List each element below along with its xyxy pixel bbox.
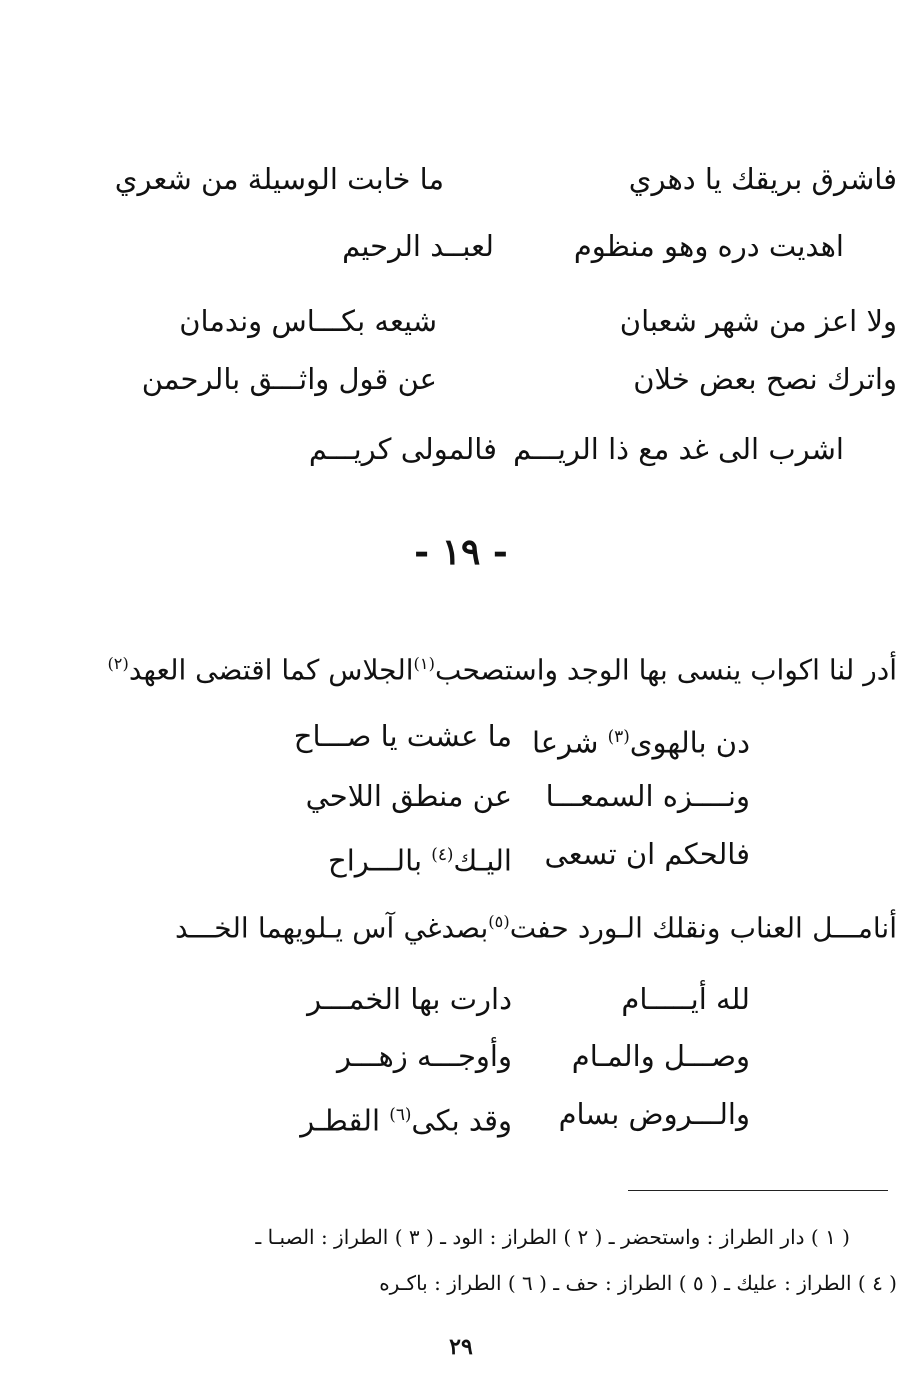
footnote-line: ( ٤ ) الطراز : عليك ـ ( ٥ ) الطراز : حف ـ ( ٦ ) الطراز : باكـره: [379, 1271, 897, 1295]
hemistich-first: ولا اعز من شهر شعبان: [619, 304, 897, 338]
hemistich-second: ما عشت يا صـــاح: [293, 719, 512, 753]
text-segment: أدر لنا اكواب ينسى بها الوجد واستصحب: [434, 653, 897, 687]
hemistich-second: وأوجـــه زهـــر: [336, 1039, 512, 1073]
hemistich-second: [328, 830, 512, 885]
hemistich-second: دارت بها الخمـــر: [307, 982, 512, 1016]
footnote-marker: (٣): [607, 726, 630, 746]
footnote-divider: [628, 1190, 888, 1191]
hemistich-second: عن منطق اللاحي: [305, 779, 512, 813]
hemistich-first: والـــروض بسام: [558, 1097, 750, 1131]
verse-row: [0, 830, 922, 878]
verse-row: [0, 975, 922, 1023]
hemistich-first: اشرب الى غد مع ذا الريـــم: [513, 432, 844, 466]
text-segment: وقد بكى: [411, 1103, 512, 1138]
text-segment: الجلاس كما اقتضى العهد: [128, 653, 414, 687]
footnote-marker: (٢): [107, 654, 129, 673]
verse-row: [0, 155, 922, 203]
opening-line: [107, 640, 897, 694]
text-segment: شرعا: [531, 725, 608, 760]
hemistich-first: واترك نصح بعض خلان: [633, 362, 897, 396]
verse-row: [0, 297, 922, 345]
text-segment: بالـــراح: [328, 843, 432, 878]
verse-row: [0, 772, 922, 820]
footnote-line: ( ١ ) دار الطراز : واستحضر ـ ( ٢ ) الطراز : الود ـ ( ٣ ) الطراز : الصبـا ـ: [255, 1225, 850, 1249]
section-number: - ١٩ -: [414, 531, 508, 573]
text-segment: القطـر: [300, 1103, 390, 1138]
verse-row: [0, 222, 922, 270]
hemistich-second: عن قول واثـــق بالرحمن: [141, 362, 437, 396]
verse-row: [0, 425, 922, 473]
footnote-marker: (٦): [389, 1104, 412, 1124]
hemistich-first: [532, 712, 750, 767]
page-number: ٢٩: [449, 1334, 473, 1360]
verse-row: [0, 355, 922, 403]
hemistich-second: ما خابت الوسيلة من شعري: [114, 162, 444, 196]
text-segment: أنامـــل العناب ونقلك الـورد حفت: [509, 911, 897, 945]
text-segment: بصدغي آس يـلويهما الخـــد: [175, 911, 489, 945]
hemistich-first: ونــــزه السمعـــا: [545, 779, 750, 813]
hemistich-first: لله أيـــــام: [621, 982, 750, 1016]
hemistich-second: لعبــد الرحيم: [342, 229, 494, 263]
hemistich-first: فاشرق بريقك يا دهري: [628, 162, 897, 196]
text-segment: دن بالهوى: [629, 725, 750, 760]
footnote-marker: (٤): [431, 844, 454, 864]
verse-row: [0, 1090, 922, 1138]
verse-row: [0, 1032, 922, 1080]
footnote-marker: (٥): [488, 912, 510, 931]
hemistich-second: [300, 1090, 512, 1145]
verse-row: [0, 712, 922, 760]
hemistich-second: فالمولى كريـــم: [308, 432, 497, 466]
hemistich-first: اهديت دره وهو منظوم: [573, 229, 844, 263]
text-segment: اليـك: [453, 843, 512, 878]
middle-line: [175, 898, 897, 952]
hemistich-second: شيعه بكـــاس وندمان: [179, 304, 437, 338]
hemistich-first: فالحكم ان تسعى: [544, 837, 750, 871]
footnote-marker: (١): [413, 654, 435, 673]
hemistich-first: وصـــل والمـام: [571, 1039, 750, 1073]
